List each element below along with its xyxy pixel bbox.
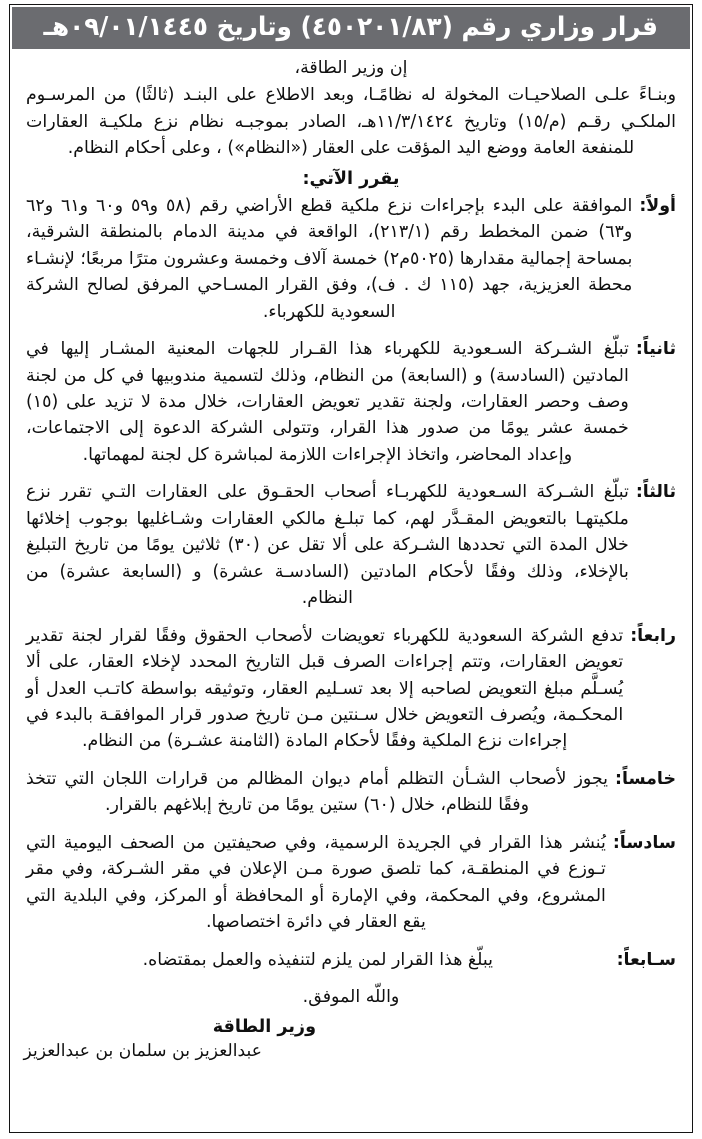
- clause-item: [26, 947, 676, 973]
- clause-text: يبلّغ هذا القرار لمن يلزم لتنفيذه والعمل بمقتضاه.: [142, 949, 493, 970]
- blessing-line: واللّه الموفق.: [302, 987, 400, 1008]
- opening-line: إن وزير الطاقة،: [294, 58, 408, 78]
- signer-role: وزير الطاقة: [212, 1016, 316, 1037]
- clause-text: تبلّغ الشـركة السـعودية للكهربـاء أصحاب الحقـوق على العقارات التـي تقرر نزع ملكيتهـا بالتعويض المقـدَّر لهم، كما تبلـغ مالكي العقارات وشـاغليها بوجوب إخلائها خلال المدة التي تحددها الشـركة على ألا تقل عن (٣٠) ثلاثين يومًا من تاريخ التبليغ بالإخلاء، وذلك وفقًا لأحكام المادتين (السادسـة عشرة) و (السابعة عشرة) من النظام.: [26, 482, 629, 609]
- clause-label: سـابعاً:: [616, 949, 676, 970]
- clause-text: يجوز لأصحاب الشـأن التظلم أمام ديوان المظالم من قرارات اللجان التي تتخذ وفقًا للنظام، خلال (٦٠) ستين يومًا من تاريخ إبلاغهم بالقرار.: [26, 768, 608, 816]
- clause-label: ثانياً:: [635, 339, 676, 360]
- clause-text: تبلّغ الشـركة السـعودية للكهرباء هذا القـرار للجهات المعنية المشـار إليها في المادتين (السادسة) و (السابعة) من النظام، وذلك لتسمية مندوبيها في كل من لجنة وصف وحصر العقارات، ولجنة تقدير تعويض العقارات، خلال مدة لا تزيد على (١٥) خمسة عشر يومًا من صدور هذا القرار، وتتولى الشركة الدعوة إلى الاجتماعات، وإعداد المحاضر، واتخاذ الإجراءات اللازمة لمباشرة كل لجنة لمهماتها.: [26, 339, 629, 465]
- clause-label: أولاً:: [639, 195, 676, 216]
- clause-label: سادساً:: [612, 832, 676, 853]
- clause-item: [26, 479, 676, 611]
- clause-text: تدفع الشركة السعودية للكهرباء تعويضات لأصحاب الحقوق وفقًا لقرار لجنة تقدير تعويض العقارات، وتتم إجراءات الصرف قبل التاريخ المحدد لإخلاء العقار، على ألا يُسـلَّم مبلغ التعويض لصاحبه إلا بعد تسـليم العقار، وتوثيقه بواسطة كاتـب العدل أو المحكـمة، ويُصرف التعويض خلال سـنتين مـن تاريخ صدور قرار الموافقـة بالبدء في إجراءات نزع الملكية وفقًا لأحكام المادة (الثامنة عشـرة) من النظام.: [26, 625, 624, 752]
- decision-body: [12, 55, 690, 1064]
- clause-label: ثالثاً:: [635, 482, 676, 503]
- clause-text: الموافقة على البدء بإجراءات نزع ملكية قطع الأراضي رقم (٥٨ و٥٩ و٦٠ و٦١ و٦٢ و٦٣) ضمن المخطط رقم (٢١٣/١)، الواقعة في مدينة الدمام بالمنطقة الشرقية، بمساحة إجمالية مقدارها (٥٠٢٥م٢) خمسة آلاف وخمسة وعشرون مترًا مربعًا؛ لإنشـاء محطة العزيزية، جهد (١١٥ ك . ف)، وفق القرار المسـاحي المرفق لصالح الشركة السعودية للكهرباء.: [26, 195, 633, 322]
- clause-item: [26, 336, 676, 468]
- signature-block: [23, 1015, 676, 1065]
- preamble-paragraph: وبنـاءً علـى الصلاحيـات المخولة له نظامًـا، وبعد الاطلاع على البنـد (ثالثًا) من المرسـوم الملكـي رقـم (م/١٥) وتاريخ ١١/٣/١٤٢٤هـ، الصادر بموجبـه نظام نزع ملكيـة العقارات للمنفعة العامة ووضع اليد المؤقت على العقار («النظام») ، وعلى أحكام النظام.: [26, 85, 676, 159]
- clause-label: خامساً:: [614, 768, 676, 789]
- clause-label: رابعاً:: [630, 625, 676, 646]
- decides-heading: يقرر الآتي:: [302, 168, 400, 189]
- clause-item: [26, 830, 676, 936]
- clause-item: [26, 623, 676, 755]
- decision-header-bar: [12, 7, 690, 49]
- clause-item: [26, 766, 676, 819]
- clause-text: يُنشر هذا القرار في الجريدة الرسمية، وفي صحيفتين من الصحف اليومية التي تـوزع في المنطقـة، كما تلصق صورة مـن الإعلان في مقر الشـركة، وفي مقر المشروع، وفي المحكمة، وفي الإمارة أو المحافظة أو المركز، وفي البلدية التي يقع العقار في دائرة اختصاصها.: [26, 832, 606, 933]
- decision-header-title: قرار وزاري رقم (٤٥٠٢٠١/٨٣) وتاريخ ٠٩/٠١/١٤٤٥هـ: [43, 12, 659, 43]
- clause-item: [26, 193, 676, 325]
- signer-name: عبدالعزيز بن سلمان بن عبدالعزيز: [23, 1041, 262, 1062]
